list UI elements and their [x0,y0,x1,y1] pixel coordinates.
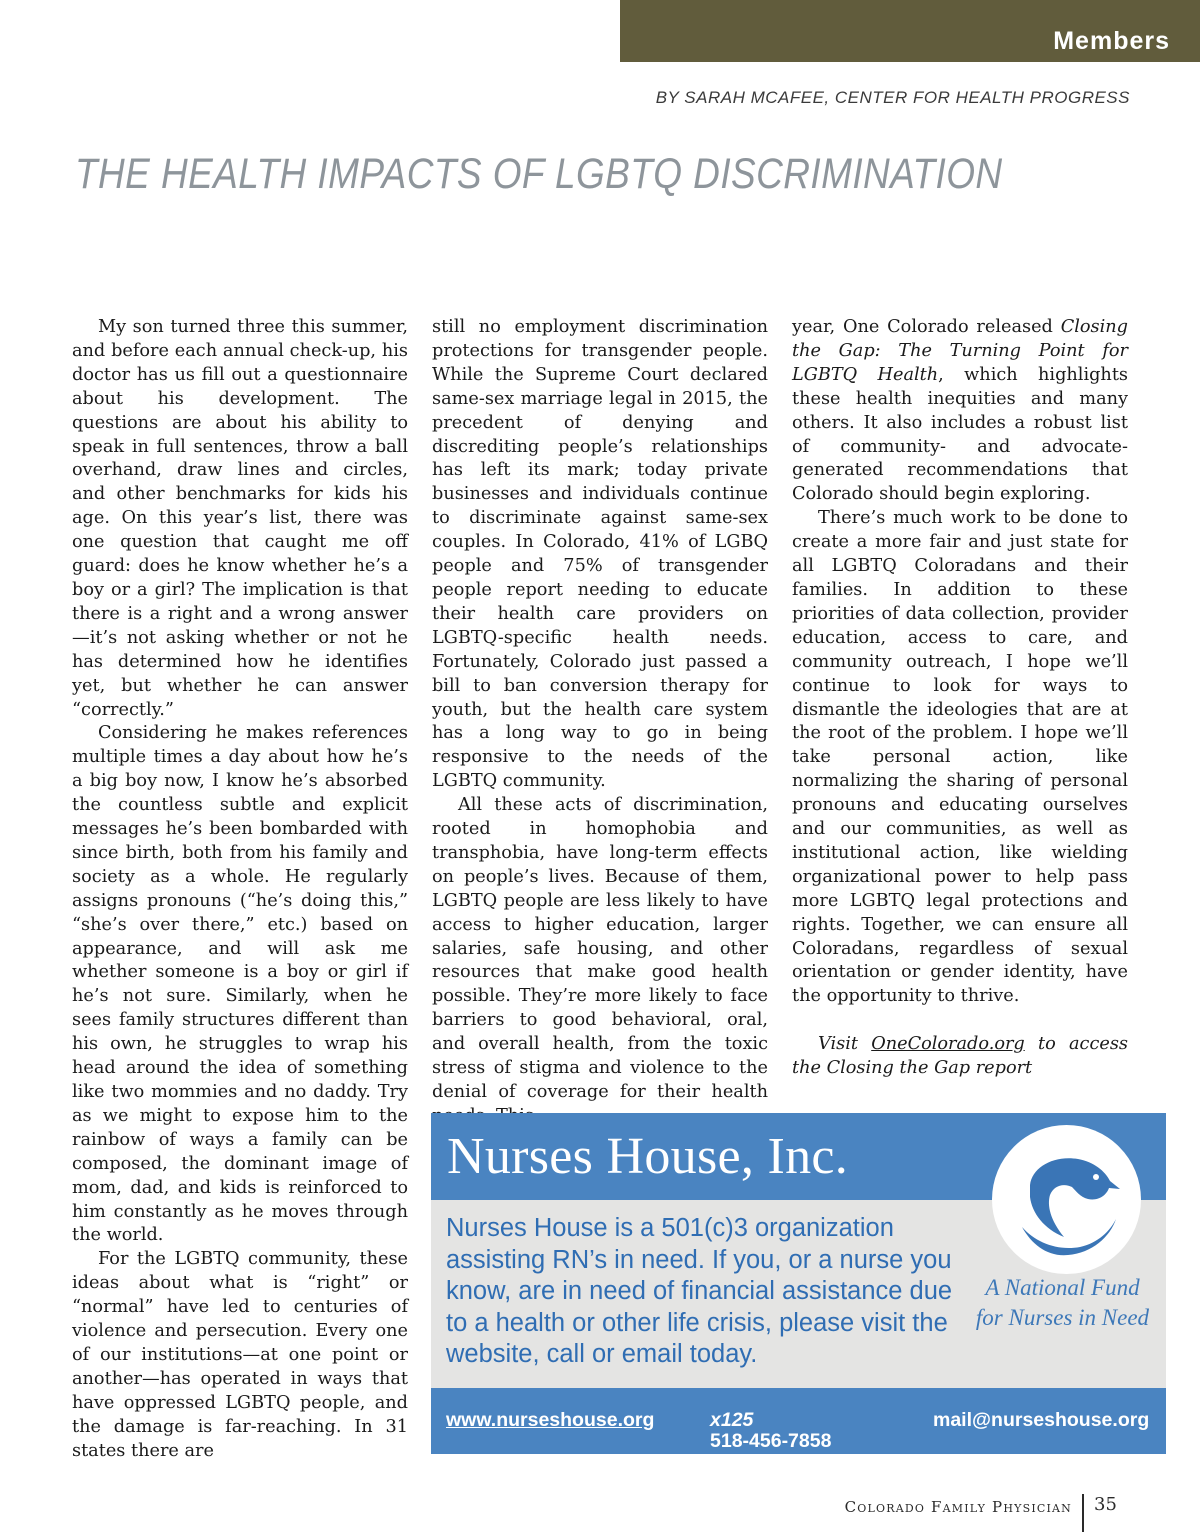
article-byline: BY SARAH MCAFEE, CENTER FOR HEALTH PROGRESS [655,88,1130,107]
ad-tagline [966,1273,1159,1333]
report-title: Closing the Gap: The Turning Point for LGBTQ Health [792,317,1128,385]
ad-title: Nurses House, Inc. [447,1128,849,1185]
article-paragraph: still no employment discrimination protections for transgender people. While the Supreme Court declared same-sex marriage legal in 2015, the precedent of denying and discrediting people’s relationships has left its mark; today private businesses and individuals continue to discriminate against same-sex couples. In Colorado, 41% of LGBQ people and 75% of transgender people report needing to educate their health care providers on LGBTQ-specific health needs. Fortunately, Colorado just passed a bill to ban conversion therapy for youth, but the health care system has a long way to go in being responsive to the needs of the LGBTQ community. [432,317,768,792]
article-paragraph: There’s much work to be done to create a more fair and just state for all LGBTQ Coloradans and their families. In addition to these priorities of data collection, provider education, access to care, and community outreach, I hope we’ll continue to look for ways to dismantle the ideologies that are at the root of the problem. I hope we’ll take personal action, like normalizing the sharing of personal pronouns and educating ourselves and our communities, as well as institutional action, like wielding organizational power to help pass more LGBTQ legal protections and rights. Together, we can ensure all Coloradans, regardless of sexual orientation or gender identity, have the opportunity to thrive. [792,508,1128,1007]
dolphin-logo-icon [992,1125,1141,1274]
article-title: THE HEALTH IMPACTS OF LGBTQ DISCRIMINATION [75,150,1003,198]
section-banner [620,0,1200,62]
article-column-3 [792,316,1128,1081]
article-paragraph: All these acts of discrimination, rooted in homophobia and transphobia, have long-term effects on people’s lives. Because of them, LGBTQ people are less likely to have access to higher education, larger salaries, safe housing, and other resources that make good health possible. They’re more likely to face barriers to good behavioral, oral, and overall health, from the toxic stress of stigma and violence to the denial of coverage for their health [432,795,768,1102]
ad-description: Nurses House is a 501(c)3 organization assisting RN’s in need. If you, or a nurse you know, are in need of financial assistance due to a health or other life crisis, please visit the website, call or email today. [446,1214,953,1368]
paragraph-text: year, One Colorado released [792,317,1061,337]
article-paragraph [792,316,1128,507]
phone-extension: x125 [710,1409,754,1431]
article-paragraph: Considering he makes references multiple times a day about how he’s a big boy now, I know he’s absorbed the countless subtle and explicit messages he’s been bombarded with since birth, both from his family and society as a whole. He regularly assigns pronouns (“he’s doing this,” “she’s over there,” etc.) based on appearance, and will ask me whether someone is a boy or girl if he’s not sure. Similarly, when he sees family structures different than his own, he struggles to wrap his head around the idea of something like two mommies and no daddy. Try as we might to expose him to the rainbow of ways a family can be composed, the dominant image of mom, dad, and kids is reinforced to him constantly as he moves through the world. [72,723,408,1246]
page-number: 35 [1094,1494,1117,1515]
footer-divider [1082,1494,1084,1532]
article-column-1 [72,316,408,1464]
phone-main: 518-456-7858 [710,1430,832,1452]
visit-note [792,1033,1128,1081]
section-label: Members [1053,27,1170,55]
article-paragraph: My son turned three this summer, and before each annual check-up, his doctor has us fill out a questionnaire about his development. The questions are about his ability to speak in full sentences, throw a ball overhand, draw lines and circles, and other benchmarks for kids his age. On this year’s list, there was one question that caught me off guard: does he know whether he’s a boy or a girl? The implication is that there is a right and a wrong answer—it’s not asking whether or not he has determined how he identifies yet, but whether he can answer “correctly.” [72,317,408,720]
paragraph-text: , which highlights these health inequities and many others. It also includes a robust list of community- and advocate-generated recommendations that Colorado should begin exploring. [792,364,1129,505]
onecolorado-link[interactable]: OneColorado.org [871,1034,1025,1055]
journal-name: Colorado Family Physician [844,1498,1072,1516]
tagline-line: for Nurses in Need [975,1305,1150,1330]
ad-contact-bar [431,1388,1166,1454]
article-column-2 [432,316,768,1129]
phone-number [710,1409,832,1452]
visit-text: to access the Closing the Gap report [792,1034,1128,1079]
tagline-line: A National Fund [985,1275,1140,1300]
nurses-house-ad [431,1113,1166,1454]
website-link[interactable]: www.nurseshouse.org [446,1409,655,1431]
visit-text: Visit [818,1034,872,1055]
article-paragraph: For the LGBTQ community, these ideas about what is “right” or “normal” have led to centuries of violence and persecution. Every one of our institutions—at one point or another—has operated in ways that have oppressed LGBTQ people, and the damage is far-reaching. In 31 states there are [72,1249,408,1461]
email-address[interactable]: mail@nurseshouse.org [933,1409,1150,1431]
